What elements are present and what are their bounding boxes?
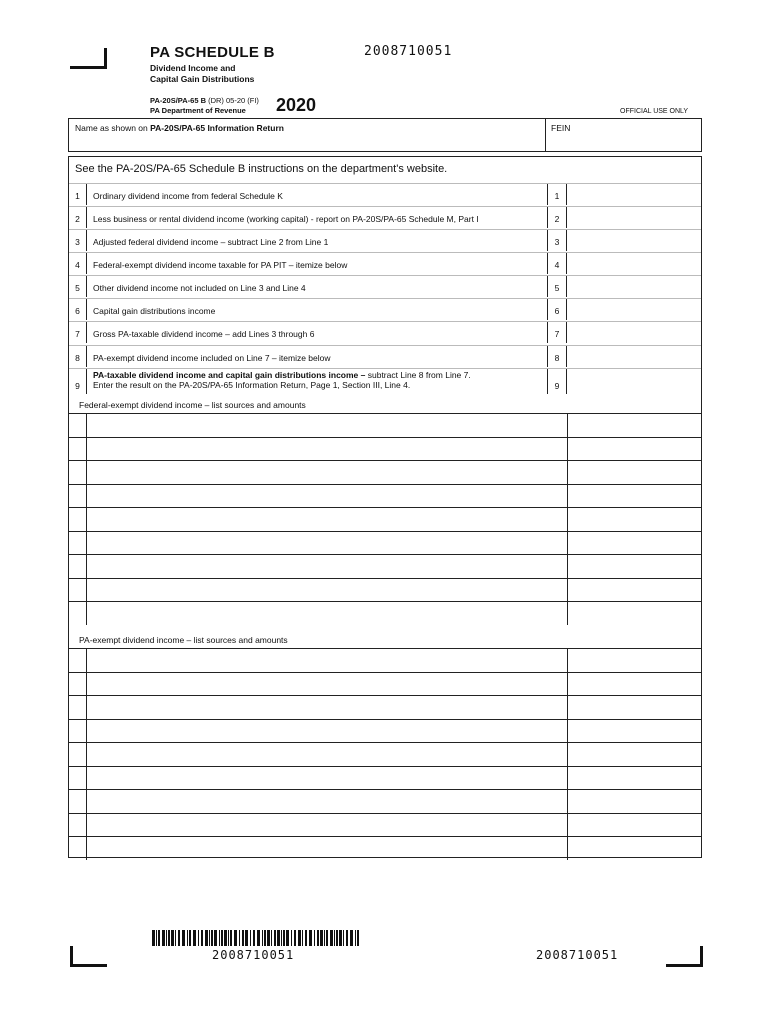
line-9 [69, 368, 701, 394]
amount-field[interactable] [567, 346, 701, 367]
line-number: 7 [69, 322, 87, 343]
amount-field[interactable] [567, 253, 701, 274]
line-ref-number: 1 [547, 184, 567, 205]
barcode-bar [230, 930, 232, 946]
itemize-row [69, 554, 701, 578]
line-number: 1 [69, 184, 87, 205]
barcode-bar [219, 930, 220, 946]
amount-field[interactable] [567, 276, 701, 297]
itemize-row [69, 789, 701, 813]
line-description [93, 370, 471, 390]
source-input[interactable] [87, 790, 567, 813]
form-code-id: PA-20S/PA-65 B [150, 96, 206, 105]
amount-field[interactable] [567, 369, 701, 394]
amount-input[interactable] [568, 649, 701, 672]
line-number: 3 [69, 230, 87, 251]
line-7 [69, 321, 701, 343]
barcode-bar [168, 930, 170, 946]
row-marker-cell [69, 837, 87, 860]
source-input[interactable] [87, 837, 567, 860]
row-marker-cell [69, 743, 87, 766]
barcode-bar [355, 930, 356, 946]
amount-input[interactable] [568, 696, 701, 719]
amount-input[interactable] [568, 720, 701, 743]
amount-input[interactable] [568, 438, 701, 461]
barcode-bar [283, 930, 285, 946]
barcode-bar [257, 930, 260, 946]
barcode-bar [245, 930, 248, 946]
line-description: Gross PA-taxable dividend income – add Lines 3 through 6 [93, 329, 315, 339]
barcode-bar [158, 930, 160, 946]
source-input[interactable] [87, 555, 567, 578]
barcode-bar [214, 930, 217, 946]
source-input[interactable] [87, 696, 567, 719]
schedule-body [68, 156, 702, 858]
barcode-bar [264, 930, 266, 946]
itemize-row [69, 719, 701, 743]
fein-input[interactable] [546, 119, 701, 152]
barcode-bar [228, 930, 229, 946]
source-input[interactable] [87, 508, 567, 531]
amount-input[interactable] [568, 579, 701, 602]
barcode-bar [221, 930, 223, 946]
barcode-bar [205, 930, 208, 946]
row-marker-cell [69, 485, 87, 508]
itemize-row [69, 531, 701, 555]
barcode-bar [286, 930, 289, 946]
barcode-bar [281, 930, 282, 946]
amount-input[interactable] [568, 790, 701, 813]
source-input[interactable] [87, 720, 567, 743]
line-description: Adjusted federal dividend income – subtract Line 2 from Line 1 [93, 237, 329, 247]
barcode-bar [182, 930, 185, 946]
amount-field[interactable] [567, 207, 701, 228]
itemize-row [69, 601, 701, 625]
itemize-row [69, 507, 701, 531]
source-input[interactable] [87, 767, 567, 790]
amount-input[interactable] [568, 414, 701, 437]
itemize-row [69, 578, 701, 602]
barcode-bar [339, 930, 342, 946]
row-marker-cell [69, 814, 87, 837]
row-marker-cell [69, 673, 87, 696]
row-marker-cell [69, 508, 87, 531]
amount-input[interactable] [568, 485, 701, 508]
row-marker-cell [69, 790, 87, 813]
name-input[interactable] [69, 119, 545, 152]
line9-desc-rest: subtract Line 8 from Line 7. [365, 370, 471, 380]
barcode-bar [277, 930, 280, 946]
name-fein-box [68, 118, 702, 152]
line-2 [69, 206, 701, 228]
barcode-bar [166, 930, 167, 946]
line-ref-number: 8 [547, 346, 567, 367]
barcode-bar [346, 930, 348, 946]
official-use-label: OFFICIAL USE ONLY [620, 108, 689, 115]
itemize-row [69, 836, 701, 860]
row-marker-cell [69, 414, 87, 437]
itemize-row [69, 742, 701, 766]
barcode-bar [189, 930, 191, 946]
itemize-row [69, 460, 701, 484]
barcode-bar [239, 930, 240, 946]
barcode-bar [152, 930, 155, 946]
barcode-bar [262, 930, 263, 946]
barcode-bar [291, 930, 292, 946]
form-title: PA SCHEDULE B [150, 44, 275, 61]
amount-field[interactable] [567, 322, 701, 343]
barcode-bar [334, 930, 335, 946]
federal-exempt-label: Federal-exempt dividend income – list sources and amounts [79, 400, 306, 410]
row-marker-cell [69, 555, 87, 578]
itemize-row [69, 695, 701, 719]
barcode-bar [178, 930, 180, 946]
barcode-bar [198, 930, 199, 946]
barcode-bar [317, 930, 319, 946]
barcode-bar [343, 930, 344, 946]
amount-input[interactable] [568, 555, 701, 578]
line-number: 9 [69, 369, 87, 394]
row-marker-cell [69, 720, 87, 743]
line-description: PA-exempt dividend income included on Line 7 – itemize below [93, 353, 331, 363]
row-marker-cell [69, 649, 87, 672]
line-ref-number: 7 [547, 322, 567, 343]
source-input[interactable] [87, 485, 567, 508]
source-input[interactable] [87, 743, 567, 766]
amount-input[interactable] [568, 532, 701, 555]
form-subtitle [150, 63, 254, 85]
line-number: 4 [69, 253, 87, 274]
line-number: 8 [69, 346, 87, 367]
row-marker-cell [69, 532, 87, 555]
barcode-bar [234, 930, 237, 946]
barcode-bar [274, 930, 276, 946]
barcode-bar [156, 930, 157, 946]
row-marker-cell [69, 438, 87, 461]
amount-input[interactable] [568, 767, 701, 790]
line-ref-number: 3 [547, 230, 567, 251]
itemize-row [69, 437, 701, 461]
line-description: Capital gain distributions income [93, 306, 216, 316]
line-3 [69, 229, 701, 251]
form-number-top: 2008710051 [364, 44, 453, 59]
line-description: Federal-exempt dividend income taxable for PA PIT – itemize below [93, 260, 348, 270]
registration-mark-bottom-left [70, 946, 107, 967]
line-ref-number: 6 [547, 299, 567, 320]
barcode-bar [320, 930, 323, 946]
name-label-bold: PA-20S/PA-65 Information Return [150, 123, 284, 133]
source-input[interactable] [87, 814, 567, 837]
line-description: Ordinary dividend income from federal Schedule K [93, 191, 283, 201]
name-label-prefix: Name as shown on [75, 123, 151, 133]
barcode-bar [336, 930, 338, 946]
itemize-row [69, 766, 701, 790]
barcode-bar [242, 930, 244, 946]
amount-input[interactable] [568, 814, 701, 837]
row-marker-cell [69, 767, 87, 790]
line-ref-number: 2 [547, 207, 567, 228]
barcode-bar [224, 930, 227, 946]
itemize-row [69, 672, 701, 696]
fein-label: FEIN [551, 123, 571, 133]
barcode-bar [298, 930, 301, 946]
line-1 [69, 183, 701, 205]
barcode-bar [250, 930, 251, 946]
line-description: Other dividend income not included on Line 3 and Line 4 [93, 283, 306, 293]
barcode-bar [294, 930, 296, 946]
line9-desc-line2: Enter the result on the PA-20S/PA-65 Information Return, Page 1, Section III, Line 4. [93, 380, 411, 390]
line-number: 2 [69, 207, 87, 228]
subtitle-line-2: Capital Gain Distributions [150, 74, 255, 84]
form-number-bottom-right: 2008710051 [536, 948, 619, 962]
itemize-row [69, 484, 701, 508]
amount-input[interactable] [568, 837, 701, 860]
source-input[interactable] [87, 438, 567, 461]
line-4 [69, 252, 701, 274]
amount-input[interactable] [568, 743, 701, 766]
barcode-bar [175, 930, 176, 946]
row-marker-cell [69, 696, 87, 719]
subtitle-line-1: Dividend Income and [150, 63, 236, 73]
amount-field[interactable] [567, 299, 701, 320]
amount-input[interactable] [568, 508, 701, 531]
row-marker-cell [69, 461, 87, 484]
pa-exempt-grid [69, 648, 701, 860]
barcode-bar [211, 930, 213, 946]
form-number-bottom-left: 2008710051 [212, 948, 295, 962]
federal-exempt-grid [69, 413, 701, 625]
amount-input[interactable] [568, 673, 701, 696]
registration-mark-top [70, 48, 107, 69]
source-input[interactable] [87, 461, 567, 484]
itemize-row [69, 813, 701, 837]
itemize-row [69, 413, 701, 437]
line-number: 5 [69, 276, 87, 297]
barcode-bar [305, 930, 307, 946]
barcode-bar [314, 930, 315, 946]
barcode-bar [187, 930, 188, 946]
amount-input[interactable] [568, 461, 701, 484]
barcode-bar [350, 930, 353, 946]
barcode-bar [267, 930, 270, 946]
barcode-bar [271, 930, 272, 946]
line-description: Less business or rental dividend income (working capital) - report on PA-20S/PA-65 Schedule M, Part I [93, 214, 479, 224]
department-name: PA Department of Revenue [150, 106, 246, 115]
amount-field[interactable] [567, 230, 701, 251]
itemize-row [69, 648, 701, 672]
barcode-bar [357, 930, 359, 946]
line-number: 6 [69, 299, 87, 320]
line-ref-number: 5 [547, 276, 567, 297]
form-code-revision: (DR) 05-20 (FI) [206, 96, 259, 105]
barcode-bar [330, 930, 333, 946]
barcode-bar [253, 930, 255, 946]
barcode-bar [326, 930, 328, 946]
line-ref-number: 4 [547, 253, 567, 274]
form-code [150, 96, 259, 116]
amount-input[interactable] [568, 602, 701, 625]
barcode-image [152, 930, 362, 946]
source-input[interactable] [87, 579, 567, 602]
pa-exempt-label: PA-exempt dividend income – list sources and amounts [79, 635, 288, 645]
barcode-bar [302, 930, 303, 946]
source-input[interactable] [87, 673, 567, 696]
line-ref-number: 9 [547, 369, 567, 394]
registration-mark-bottom-right [666, 946, 703, 967]
source-input[interactable] [87, 602, 567, 625]
source-input[interactable] [87, 532, 567, 555]
barcode-bar [201, 930, 203, 946]
barcode-bar [209, 930, 210, 946]
barcode-bar [324, 930, 325, 946]
row-marker-cell [69, 602, 87, 625]
tax-year: 2020 [276, 95, 317, 115]
line-6 [69, 298, 701, 320]
barcode-bar [193, 930, 196, 946]
source-input[interactable] [87, 649, 567, 672]
row-marker-cell [69, 579, 87, 602]
amount-field[interactable] [567, 184, 701, 205]
line-8 [69, 345, 701, 367]
line9-desc-bold: PA-taxable dividend income and capital gain distributions income – [93, 370, 366, 380]
source-input[interactable] [87, 414, 567, 437]
barcode-bar [171, 930, 174, 946]
barcode-bar [309, 930, 312, 946]
instructions-text: See the PA-20S/PA-65 Schedule B instructions on the department's website. [75, 163, 448, 175]
line-5 [69, 275, 701, 297]
barcode-bar [162, 930, 165, 946]
